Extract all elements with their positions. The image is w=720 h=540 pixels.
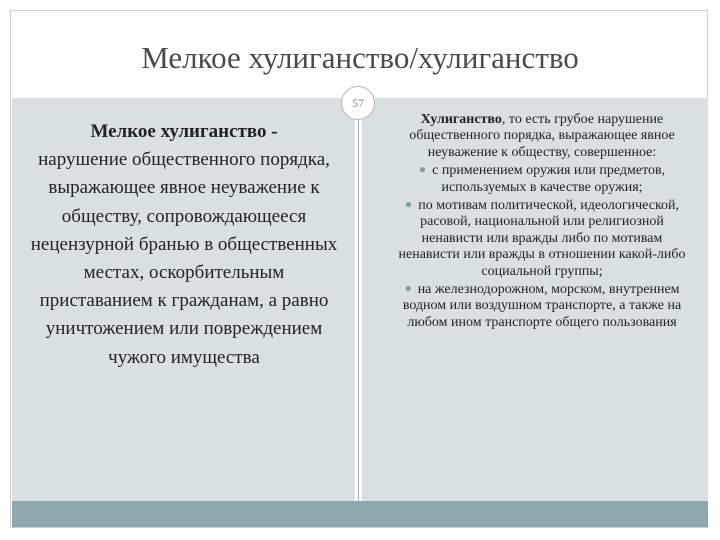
page-number-badge: 57 [341, 86, 375, 120]
left-term: Мелкое хулиганство - [90, 121, 278, 142]
list-item-text: на железнодорожном, морском, внутреннем водном или воздушном транспорте, а также на любом ином транспорте общего пользования [402, 282, 682, 330]
right-bullet-list [394, 161, 690, 331]
right-term: Хулиганство [420, 112, 502, 127]
bullet-icon: ● [404, 281, 412, 296]
bullet-icon: ● [418, 162, 427, 177]
list-item-text: по мотивам политической, идеологической, расовой, национальной или религиозной ненависти или вражды либо по мотивам ненависти или вражды в отношении какой-либо социальной группы; [398, 198, 686, 279]
list-item [394, 196, 690, 280]
left-definition [28, 118, 340, 372]
column-divider [358, 98, 359, 501]
right-intro [394, 112, 690, 161]
slide-title: Мелкое хулиганство/хулиганство [141, 40, 579, 75]
bullet-icon: ● [404, 197, 413, 212]
list-item [394, 280, 690, 331]
footer-bar [12, 501, 708, 527]
list-item [394, 161, 690, 196]
right-definition [394, 112, 690, 331]
left-definition-text: нарушение общественного порядка, выражающее явное неуважение к обществу, сопровождающееся нецензурной бранью в общественных местах, оскорбительным приставанием к гражданам, а равно уничтожением или повреждением чужого имущества [30, 149, 338, 368]
list-item-text: с применением оружия или предметов, используемых в качестве оружия; [432, 163, 666, 195]
right-intro-text: , то есть грубое нарушение общественного порядка, выражающее явное неуважение к обществу, совершенное: [409, 112, 675, 160]
